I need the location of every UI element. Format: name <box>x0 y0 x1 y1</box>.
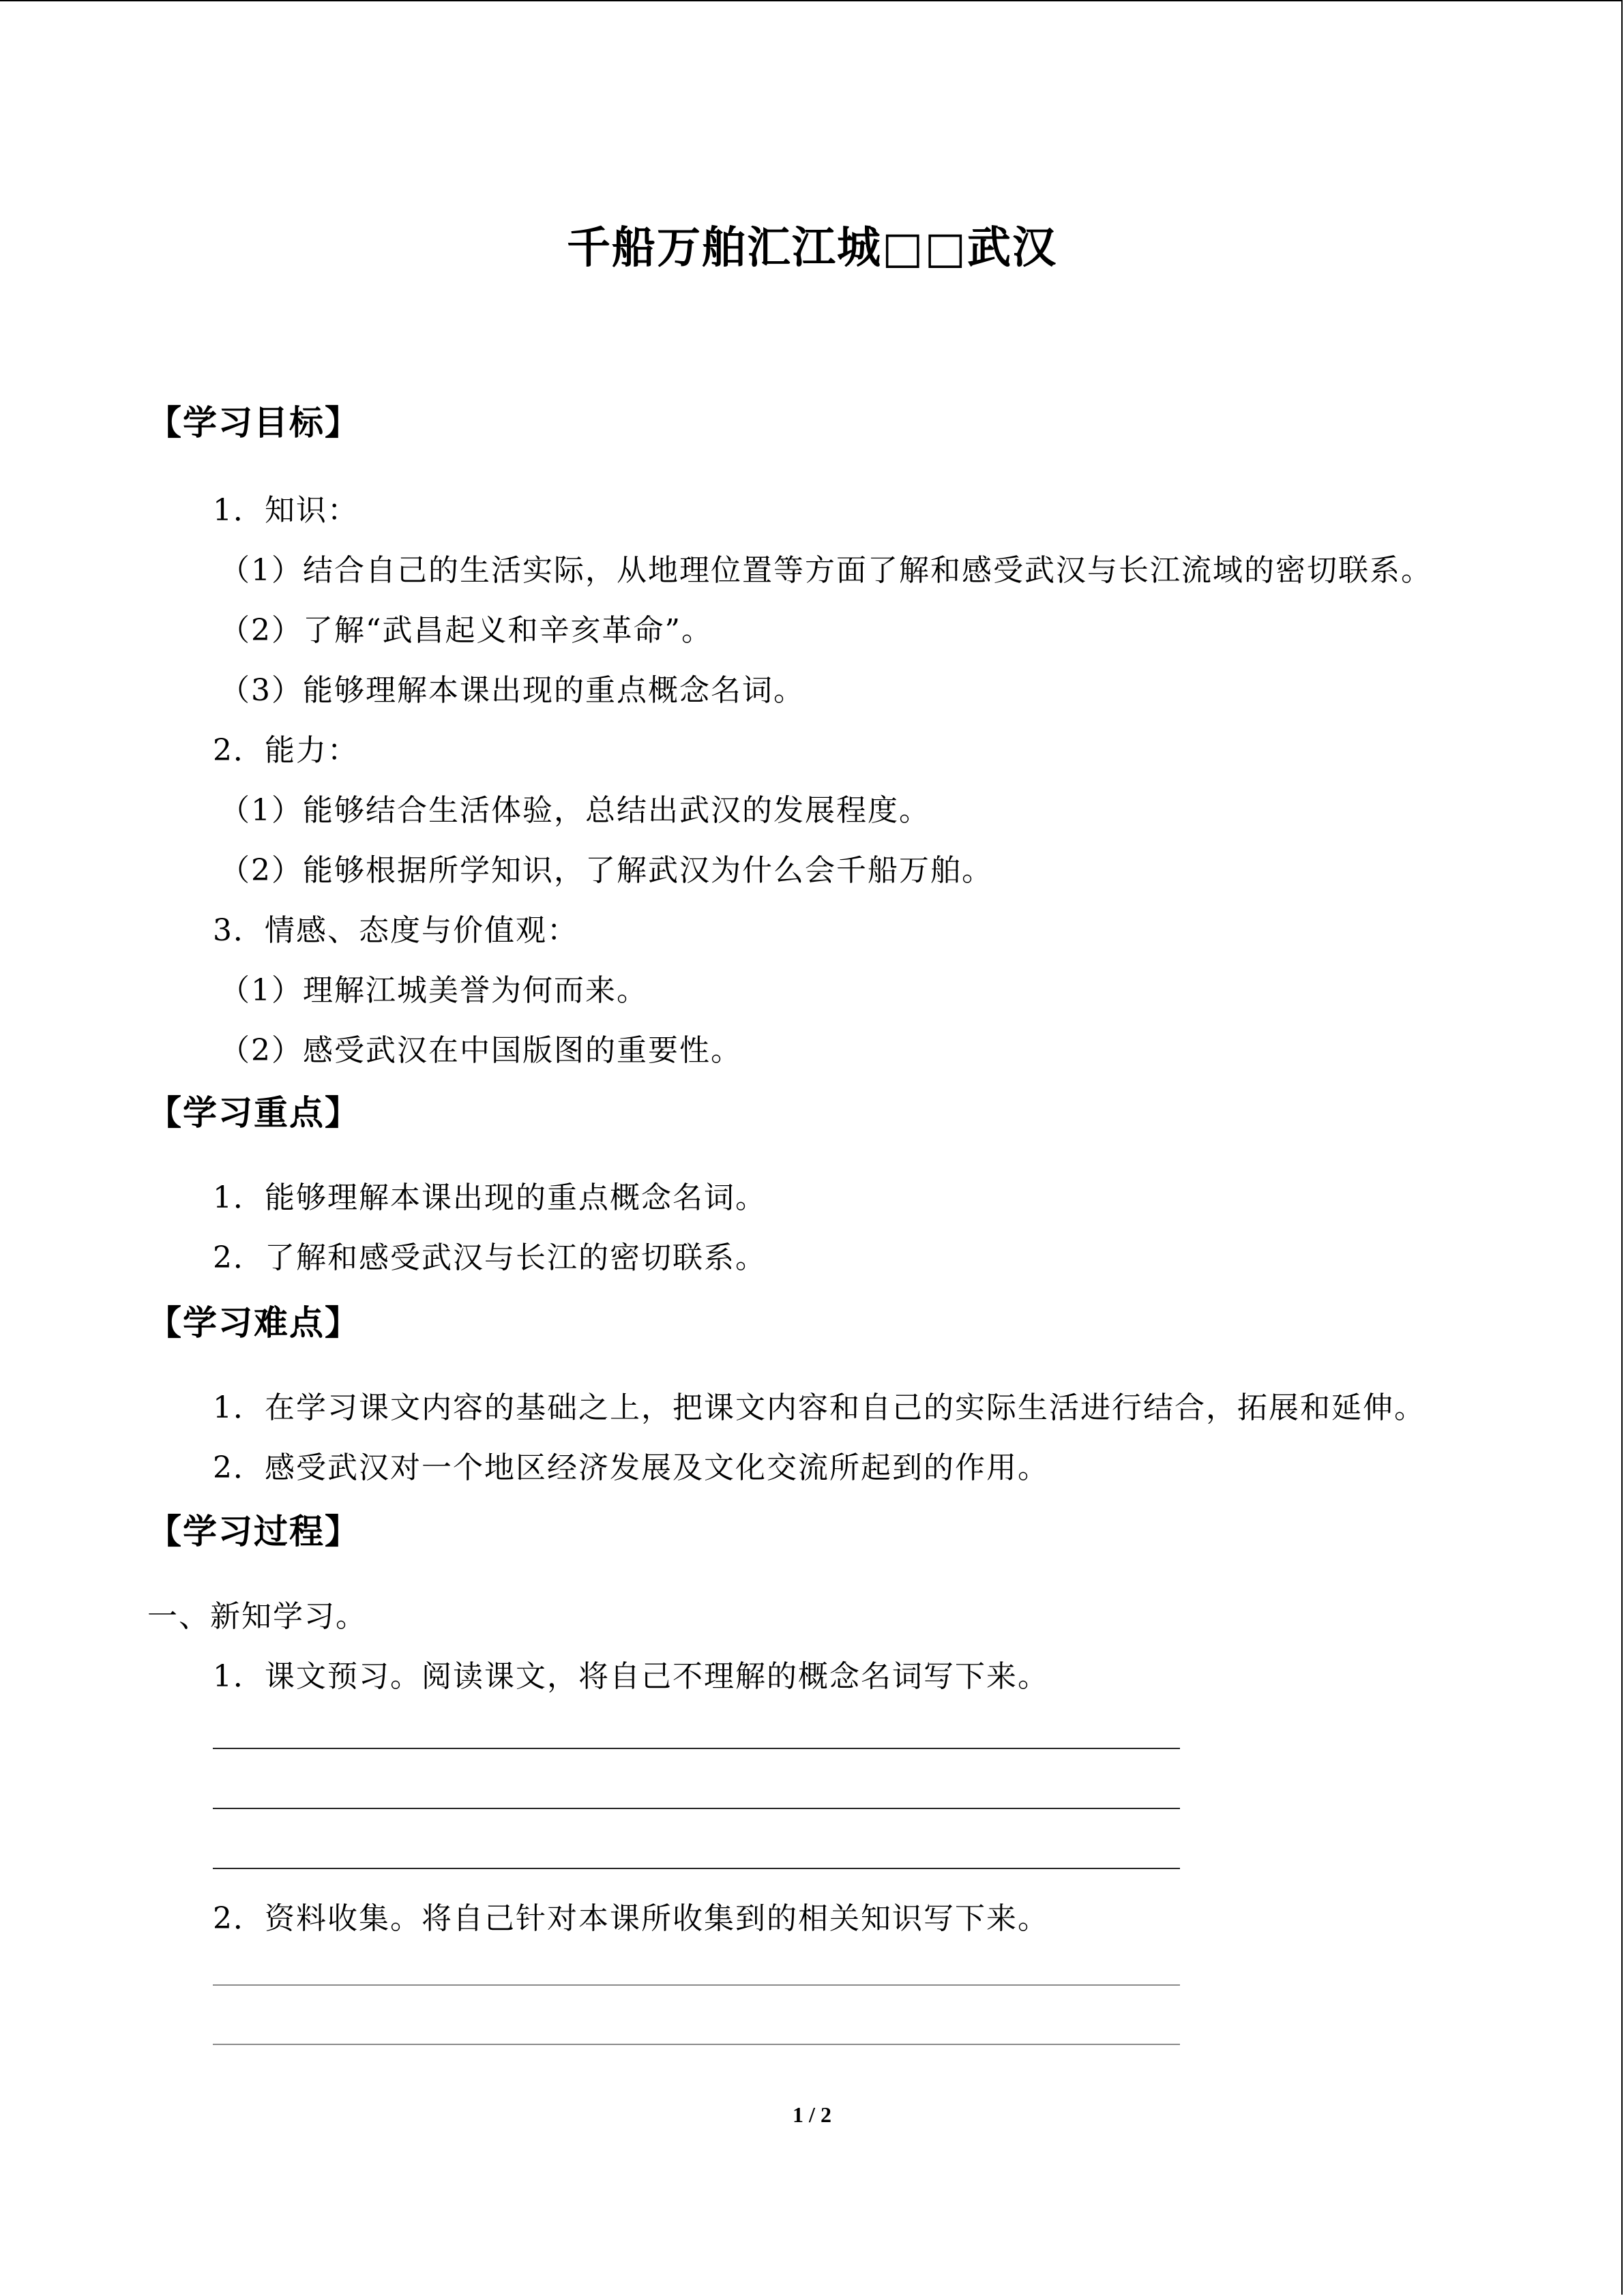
process-task-1: 1．课文预习。阅读课文，将自己不理解的概念名词写下来。 <box>213 1659 1049 1694</box>
page-title: 千船万舶汇江城□□武汉 <box>567 222 1057 273</box>
key-points-heading: 【学习重点】 <box>147 1092 360 1133</box>
objectives-line: （2）了解“武昌起义和辛亥革命”。 <box>220 613 713 648</box>
answer-line[interactable] <box>213 1808 1180 1809</box>
objectives-line: （1）结合自己的生活实际，从地理位置等方面了解和感受武汉与长江流域的密切联系。 <box>220 553 1432 588</box>
answer-line[interactable] <box>213 2044 1180 2045</box>
objectives-line: （3）能够理解本课出现的重点概念名词。 <box>220 673 805 708</box>
objectives-line: （1）能够结合生活体验，总结出武汉的发展程度。 <box>220 793 930 828</box>
process-task-2: 2．资料收集。将自己针对本课所收集到的相关知识写下来。 <box>213 1901 1049 1936</box>
objectives-line: 1．知识： <box>213 493 359 528</box>
answer-line[interactable] <box>213 1868 1180 1869</box>
answer-line[interactable] <box>213 1748 1180 1749</box>
key-points-line: 1．能够理解本课出现的重点概念名词。 <box>213 1180 767 1215</box>
process-heading: 【学习过程】 <box>147 1511 360 1551</box>
process-part-one: 一、新知学习。 <box>147 1599 367 1634</box>
objectives-line: （2）感受武汉在中国版图的重要性。 <box>220 1033 742 1068</box>
page-number: 1 / 2 <box>793 2102 831 2127</box>
key-points-line: 2．了解和感受武汉与长江的密切联系。 <box>213 1240 767 1275</box>
objectives-line: 3．情感、态度与价值观： <box>213 913 578 948</box>
objectives-line: 2．能力： <box>213 733 359 768</box>
difficulties-line: 2．感受武汉对一个地区经济发展及文化交流所起到的作用。 <box>213 1450 1049 1485</box>
difficulties-heading: 【学习难点】 <box>147 1302 360 1343</box>
difficulties-line: 1．在学习课文内容的基础之上，把课文内容和自己的实际生活进行结合，拓展和延伸。 <box>213 1390 1426 1425</box>
objectives-heading: 【学习目标】 <box>147 402 360 443</box>
answer-line[interactable] <box>213 1984 1180 1986</box>
objectives-line: （2）能够根据所学知识，了解武汉为什么会千船万舶。 <box>220 853 993 888</box>
objectives-line: （1）理解江城美誉为何而来。 <box>220 973 648 1008</box>
